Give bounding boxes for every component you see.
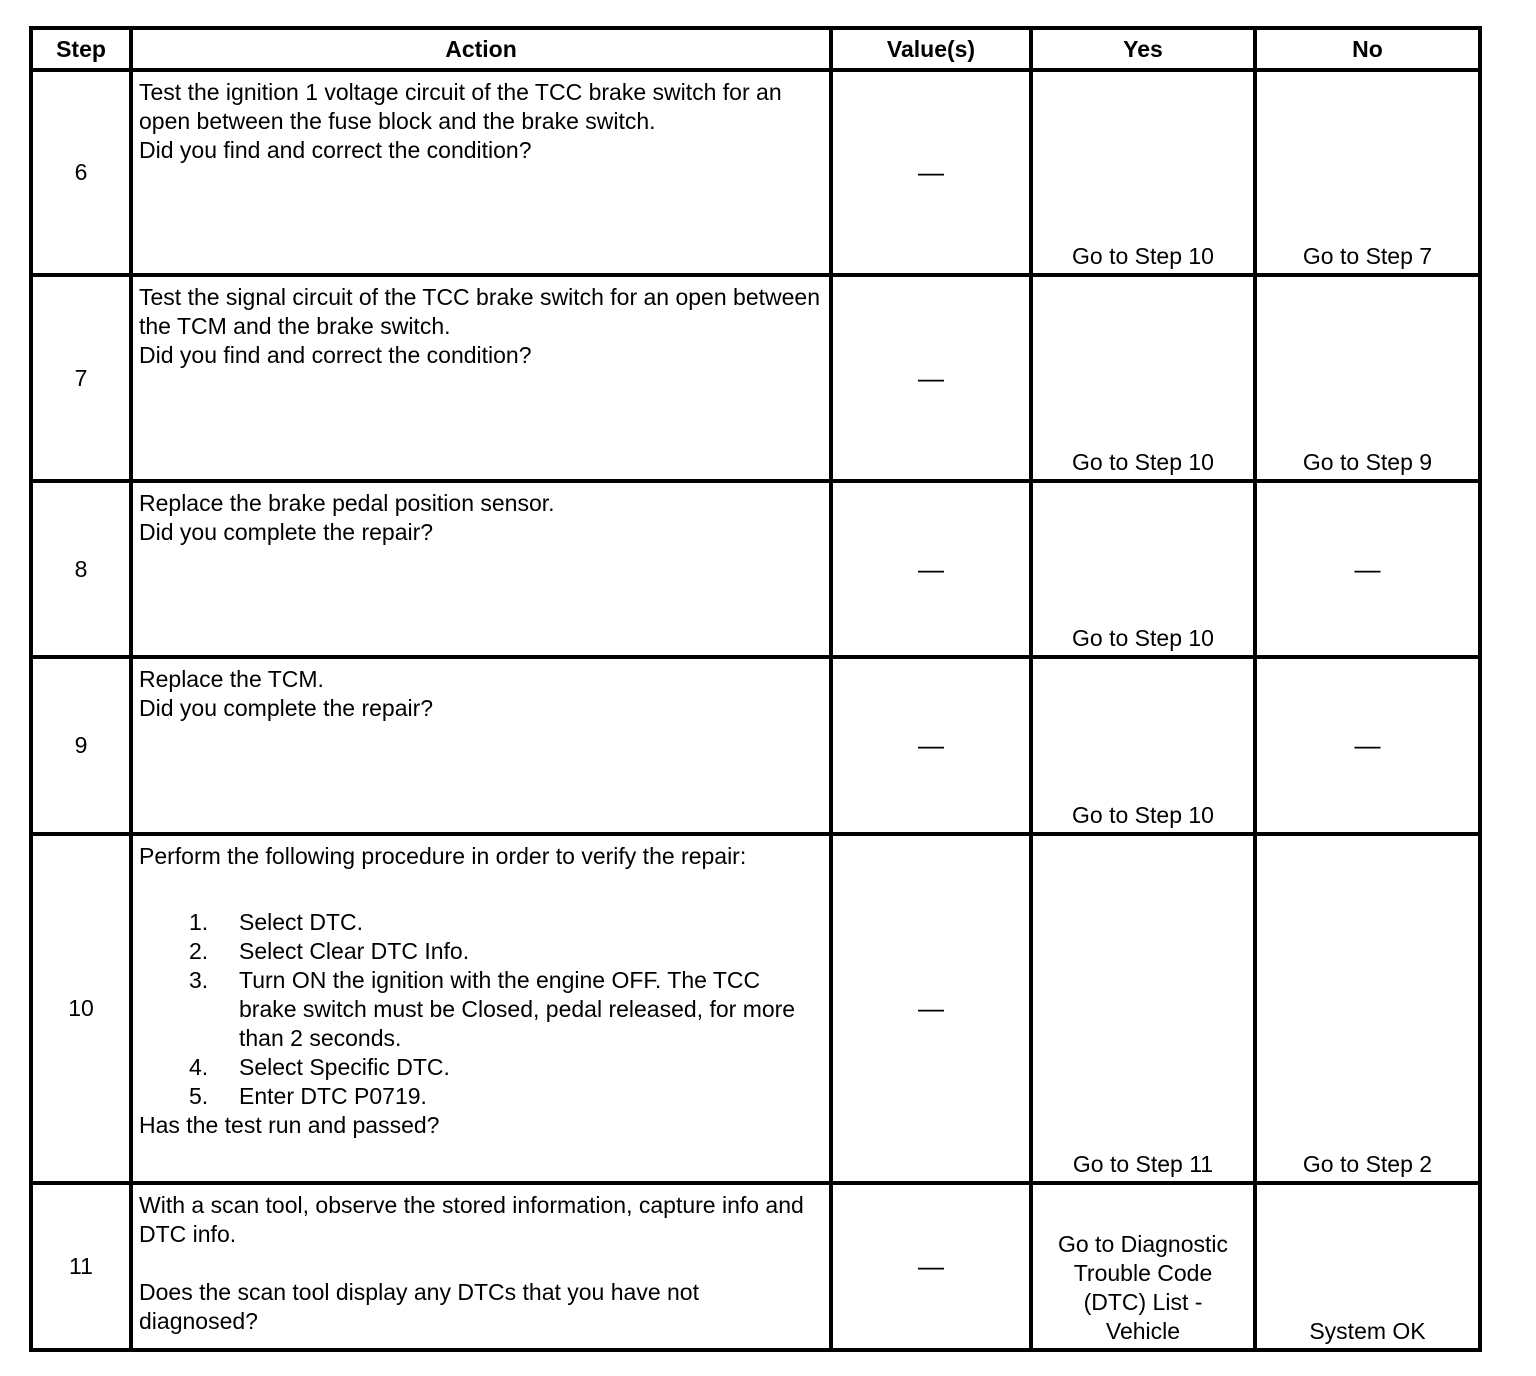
procedure-text: Select Specific DTC. xyxy=(239,1054,450,1080)
procedure-step xyxy=(189,908,823,937)
table-row xyxy=(31,1183,1480,1350)
procedure-number: 2. xyxy=(189,938,209,964)
no-result: — xyxy=(1255,657,1480,834)
action-instruction: Test the ignition 1 voltage circuit of the TCC brake switch for an open between the fuse block and the brake switch. xyxy=(139,79,782,134)
procedure-step xyxy=(189,966,823,1053)
step-number: 10 xyxy=(31,834,131,1183)
action-question: Did you find and correct the condition? xyxy=(139,342,532,368)
procedure-number: 5. xyxy=(189,1083,209,1109)
diagnostic-table xyxy=(29,26,1482,1352)
yes-result: Go to Step 10 xyxy=(1031,70,1255,275)
header-row xyxy=(31,28,1480,70)
step-number: 7 xyxy=(31,275,131,481)
action-question: Did you complete the repair? xyxy=(139,519,434,545)
step-number: 11 xyxy=(31,1183,131,1350)
action-cell xyxy=(131,834,831,1183)
step-number: 9 xyxy=(31,657,131,834)
procedure-text: Select Clear DTC Info. xyxy=(239,938,470,964)
value-cell: — xyxy=(831,1183,1031,1350)
step-number: 8 xyxy=(31,481,131,657)
no-result: System OK xyxy=(1255,1183,1480,1350)
header-yes: Yes xyxy=(1031,28,1255,70)
action-instruction: With a scan tool, observe the stored information, capture info and DTC info. xyxy=(139,1192,804,1247)
value-cell: — xyxy=(831,834,1031,1183)
yes-result: Go to Step 11 xyxy=(1031,834,1255,1183)
procedure-number: 1. xyxy=(189,909,209,935)
action-instruction: Test the signal circuit of the TCC brake switch for an open between the TCM and the brake switch. xyxy=(139,284,820,339)
yes-result: Go to Step 10 xyxy=(1031,275,1255,481)
table-row xyxy=(31,657,1480,834)
procedure-number: 4. xyxy=(189,1054,209,1080)
procedure-number: 3. xyxy=(189,967,209,993)
no-result: — xyxy=(1255,481,1480,657)
action-cell xyxy=(131,275,831,481)
action-instruction: Replace the TCM. xyxy=(139,666,324,692)
header-no: No xyxy=(1255,28,1480,70)
yes-result: Go to Diagnostic Trouble Code (DTC) List - Vehicle xyxy=(1031,1183,1255,1350)
value-cell: — xyxy=(831,481,1031,657)
procedure-step xyxy=(189,937,823,966)
value-cell: — xyxy=(831,657,1031,834)
value-cell: — xyxy=(831,275,1031,481)
procedure-text: Select DTC. xyxy=(239,909,363,935)
step-number: 6 xyxy=(31,70,131,275)
header-action: Action xyxy=(131,28,831,70)
table-row xyxy=(31,275,1480,481)
action-cell xyxy=(131,657,831,834)
action-question: Did you complete the repair? xyxy=(139,695,434,721)
action-cell xyxy=(131,481,831,657)
action-cell xyxy=(131,70,831,275)
value-cell: — xyxy=(831,70,1031,275)
action-question: Did you find and correct the condition? xyxy=(139,137,532,163)
header-values: Value(s) xyxy=(831,28,1031,70)
action-question: Does the scan tool display any DTCs that you have not diagnosed? xyxy=(139,1279,699,1334)
no-result: Go to Step 9 xyxy=(1255,275,1480,481)
action-instruction: Perform the following procedure in order to verify the repair: xyxy=(139,843,747,869)
action-instruction: Replace the brake pedal position sensor. xyxy=(139,490,555,516)
no-result: Go to Step 2 xyxy=(1255,834,1480,1183)
yes-result: Go to Step 10 xyxy=(1031,481,1255,657)
table-row xyxy=(31,834,1480,1183)
procedure-step xyxy=(189,1053,823,1082)
action-question: Has the test run and passed? xyxy=(139,1112,440,1138)
procedure-step xyxy=(189,1082,823,1111)
table-row xyxy=(31,70,1480,275)
procedure-list xyxy=(139,908,823,1111)
action-cell xyxy=(131,1183,831,1350)
table-row xyxy=(31,481,1480,657)
header-step: Step xyxy=(31,28,131,70)
procedure-text: Enter DTC P0719. xyxy=(239,1083,427,1109)
no-result: Go to Step 7 xyxy=(1255,70,1480,275)
yes-result: Go to Step 10 xyxy=(1031,657,1255,834)
procedure-text: Turn ON the ignition with the engine OFF. The TCC brake switch must be Closed, pedal released, for more than 2 seconds. xyxy=(239,967,796,1051)
